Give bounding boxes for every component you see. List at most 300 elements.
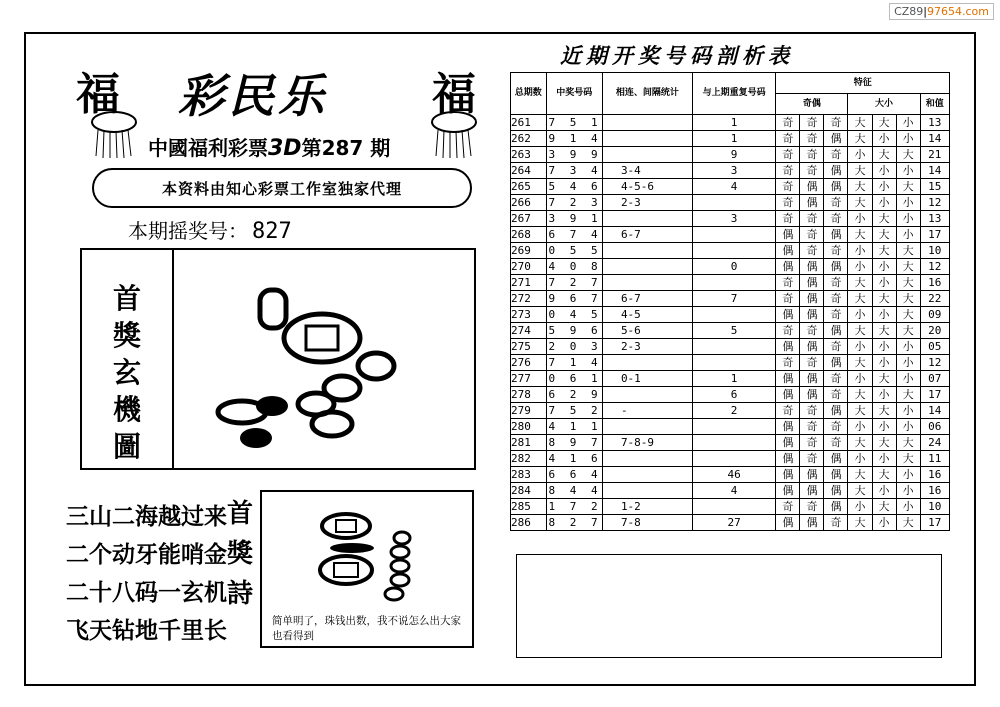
big-small-cell: 大: [848, 131, 872, 147]
adjacent-cell: [602, 259, 692, 275]
period-cell: 271: [511, 275, 547, 291]
adjacent-cell: [602, 211, 692, 227]
big-small-cell: 小: [896, 483, 920, 499]
table-row: [511, 515, 950, 531]
big-small-cell: 小: [896, 467, 920, 483]
adjacent-cell: 1-2: [602, 499, 692, 515]
odd-even-cell: 偶: [776, 371, 800, 387]
period-cell: 274: [511, 323, 547, 339]
adjacent-cell: [602, 483, 692, 499]
odd-even-cell: 偶: [776, 339, 800, 355]
sum-cell: 11: [920, 451, 949, 467]
period-cell: 264: [511, 163, 547, 179]
big-small-cell: 小: [872, 195, 896, 211]
odd-even-cell: 偶: [824, 355, 848, 371]
winning-number-cell: 3 9 9: [546, 147, 602, 163]
winning-number-cell: 4 0 8: [546, 259, 602, 275]
winning-number-cell: 9 6 7: [546, 291, 602, 307]
odd-even-cell: 奇: [824, 291, 848, 307]
odd-even-cell: 偶: [824, 179, 848, 195]
map-title-char: 圖: [112, 430, 141, 463]
adjacent-cell: 0-1: [602, 371, 692, 387]
odd-even-cell: 奇: [824, 115, 848, 131]
big-small-cell: 小: [896, 195, 920, 211]
odd-even-cell: 偶: [824, 467, 848, 483]
fu-char-right: 福: [432, 69, 476, 120]
adjacent-cell: 6-7: [602, 227, 692, 243]
odd-even-cell: 偶: [800, 307, 824, 323]
odd-even-cell: 偶: [800, 515, 824, 531]
period-cell: 281: [511, 435, 547, 451]
repeat-cell: 1: [692, 371, 776, 387]
repeat-cell: 1: [692, 131, 776, 147]
odd-even-cell: 偶: [776, 243, 800, 259]
big-small-cell: 大: [872, 403, 896, 419]
big-small-cell: 小: [896, 115, 920, 131]
adjacent-cell: 2-3: [602, 195, 692, 211]
odd-even-cell: 奇: [776, 163, 800, 179]
table-row: [511, 355, 950, 371]
watermark-url[interactable]: 97654.com: [927, 5, 989, 18]
big-small-cell: 大: [848, 355, 872, 371]
winning-number-cell: 7 3 4: [546, 163, 602, 179]
odd-even-cell: 奇: [800, 323, 824, 339]
winning-number-cell: 9 1 4: [546, 131, 602, 147]
big-small-cell: 小: [848, 339, 872, 355]
coin-drawing-icon: [312, 512, 422, 608]
sum-cell: 16: [920, 467, 949, 483]
odd-even-cell: 偶: [800, 291, 824, 307]
adjacent-cell: [602, 451, 692, 467]
repeat-cell: [692, 227, 776, 243]
odd-even-cell: 偶: [776, 307, 800, 323]
big-small-cell: 大: [896, 179, 920, 195]
table-row: [511, 483, 950, 499]
winning-number-cell: 3 9 1: [546, 211, 602, 227]
winning-number-cell: 5 9 6: [546, 323, 602, 339]
brand-title: 彩民乐: [178, 69, 328, 123]
odd-even-cell: 奇: [824, 211, 848, 227]
repeat-cell: [692, 355, 776, 371]
period-cell: 277: [511, 371, 547, 387]
big-small-cell: 大: [848, 323, 872, 339]
winning-number-cell: 0 6 1: [546, 371, 602, 387]
big-small-cell: 小: [848, 243, 872, 259]
table-body: [511, 115, 950, 531]
table-row: [511, 323, 950, 339]
sum-cell: 17: [920, 227, 949, 243]
repeat-cell: [692, 195, 776, 211]
table-row: [511, 227, 950, 243]
winning-number-cell: 6 2 9: [546, 387, 602, 403]
sum-cell: 13: [920, 115, 949, 131]
big-small-cell: 大: [896, 515, 920, 531]
odd-even-cell: 奇: [776, 499, 800, 515]
period-cell: 278: [511, 387, 547, 403]
poem-line: 二十八码一玄机: [66, 580, 227, 606]
odd-even-cell: 偶: [776, 467, 800, 483]
period-cell: 284: [511, 483, 547, 499]
big-small-cell: 大: [896, 451, 920, 467]
big-small-cell: 大: [896, 435, 920, 451]
big-small-cell: 大: [872, 371, 896, 387]
big-small-cell: 小: [896, 211, 920, 227]
big-small-cell: 小: [872, 339, 896, 355]
table-row: [511, 211, 950, 227]
adjacent-cell: 6-7: [602, 291, 692, 307]
odd-even-cell: 奇: [800, 115, 824, 131]
odd-even-cell: 奇: [800, 355, 824, 371]
big-small-cell: 小: [848, 147, 872, 163]
odd-even-cell: 偶: [776, 515, 800, 531]
adjacent-cell: [602, 131, 692, 147]
adjacent-cell: [602, 115, 692, 131]
winning-number-cell: 7 2 7: [546, 275, 602, 291]
odd-even-cell: 奇: [800, 227, 824, 243]
table-row: [511, 131, 950, 147]
big-small-cell: 小: [872, 387, 896, 403]
odd-even-cell: 奇: [824, 195, 848, 211]
odd-even-cell: 奇: [800, 419, 824, 435]
winning-number-cell: 7 5 2: [546, 403, 602, 419]
repeat-cell: 5: [692, 323, 776, 339]
table-row: [511, 339, 950, 355]
winning-number-cell: 8 9 7: [546, 435, 602, 451]
repeat-cell: 4: [692, 179, 776, 195]
adjacent-cell: [602, 467, 692, 483]
big-small-cell: 大: [872, 243, 896, 259]
adjacent-cell: [602, 147, 692, 163]
mystery-map-drawing-icon: [176, 254, 472, 466]
big-small-cell: 大: [872, 435, 896, 451]
coin-hint-box: [260, 490, 474, 648]
odd-even-cell: 奇: [800, 499, 824, 515]
winning-number-cell: 4 1 6: [546, 451, 602, 467]
winning-number-cell: 0 5 5: [546, 243, 602, 259]
adjacent-cell: 4-5-6: [602, 179, 692, 195]
odd-even-cell: 奇: [824, 147, 848, 163]
big-small-cell: 小: [848, 499, 872, 515]
issue-number: 第287: [301, 136, 364, 160]
odd-even-cell: 奇: [776, 291, 800, 307]
repeat-cell: 9: [692, 147, 776, 163]
sum-cell: 16: [920, 275, 949, 291]
header-sum: 和值: [920, 94, 949, 115]
sum-cell: 14: [920, 163, 949, 179]
odd-even-cell: 偶: [800, 467, 824, 483]
odd-even-cell: 奇: [776, 115, 800, 131]
table-title: 近期开奖号码剖析表: [560, 43, 794, 68]
header-big-small: 大小: [848, 94, 920, 115]
big-small-cell: 小: [896, 419, 920, 435]
adjacent-cell: [602, 275, 692, 291]
period-cell: 285: [511, 499, 547, 515]
big-small-cell: 小: [848, 371, 872, 387]
table-row: [511, 291, 950, 307]
adjacent-cell: 2-3: [602, 339, 692, 355]
period-cell: 268: [511, 227, 547, 243]
poem-line: 二个动牙能哨金: [66, 542, 227, 568]
big-small-cell: 大: [848, 163, 872, 179]
winning-number-cell: 8 4 4: [546, 483, 602, 499]
map-title: [82, 280, 172, 465]
odd-even-cell: 奇: [824, 387, 848, 403]
map-title-char: 獎: [112, 319, 141, 352]
table-row: [511, 147, 950, 163]
odd-even-cell: 偶: [800, 195, 824, 211]
issue-suffix: 期: [370, 136, 391, 160]
big-small-cell: 大: [896, 259, 920, 275]
odd-even-cell: 奇: [824, 307, 848, 323]
odd-even-cell: 奇: [776, 195, 800, 211]
winning-number-cell: 7 1 4: [546, 355, 602, 371]
odd-even-cell: 奇: [824, 435, 848, 451]
period-cell: 261: [511, 115, 547, 131]
big-small-cell: 大: [848, 483, 872, 499]
period-cell: 276: [511, 355, 547, 371]
big-small-cell: 大: [872, 323, 896, 339]
lantern-left-icon: [84, 108, 144, 160]
odd-even-cell: 奇: [824, 275, 848, 291]
big-small-cell: 小: [872, 163, 896, 179]
big-small-cell: 大: [872, 211, 896, 227]
big-small-cell: 大: [896, 147, 920, 163]
big-small-cell: 大: [848, 403, 872, 419]
big-small-cell: 小: [872, 483, 896, 499]
big-small-cell: 大: [872, 467, 896, 483]
empty-notes-box: [516, 554, 942, 658]
odd-even-cell: 偶: [776, 451, 800, 467]
big-small-cell: 大: [848, 115, 872, 131]
winning-number-cell: 1 7 2: [546, 499, 602, 515]
odd-even-cell: 奇: [800, 211, 824, 227]
period-cell: 263: [511, 147, 547, 163]
big-small-cell: 大: [848, 387, 872, 403]
repeat-cell: [692, 243, 776, 259]
sum-cell: 05: [920, 339, 949, 355]
odd-even-cell: 偶: [824, 323, 848, 339]
odd-even-cell: 奇: [776, 131, 800, 147]
odd-even-cell: 奇: [776, 275, 800, 291]
odd-even-cell: 奇: [800, 131, 824, 147]
winning-number-cell: 7 5 1: [546, 115, 602, 131]
big-small-cell: 小: [848, 259, 872, 275]
table-row: [511, 275, 950, 291]
repeat-cell: 46: [692, 467, 776, 483]
coin-hint-note: 简单明了，珠钱出数，我不说怎么出大家也看得到: [272, 615, 461, 642]
odd-even-cell: 偶: [824, 483, 848, 499]
odd-even-cell: 偶: [800, 339, 824, 355]
issue-line: [148, 132, 390, 161]
winning-number-cell: 5 4 6: [546, 179, 602, 195]
sum-cell: 21: [920, 147, 949, 163]
header-period: 总期数: [511, 73, 547, 115]
sum-cell: 12: [920, 355, 949, 371]
odd-even-cell: 奇: [824, 339, 848, 355]
map-divider: [172, 250, 174, 468]
odd-even-cell: 奇: [776, 403, 800, 419]
big-small-cell: 小: [896, 371, 920, 387]
poem-line: 三山二海越过来: [66, 504, 227, 530]
big-small-cell: 大: [848, 179, 872, 195]
watermark-code: CZ89: [894, 5, 924, 18]
big-small-cell: 小: [896, 131, 920, 147]
odd-even-cell: 奇: [800, 147, 824, 163]
period-cell: 273: [511, 307, 547, 323]
odd-even-cell: 偶: [824, 259, 848, 275]
adjacent-cell: [602, 387, 692, 403]
odd-even-cell: 奇: [776, 355, 800, 371]
big-small-cell: 大: [896, 275, 920, 291]
map-title-char: 玄: [112, 356, 141, 389]
repeat-cell: [692, 307, 776, 323]
sum-cell: 17: [920, 387, 949, 403]
table-row: [511, 243, 950, 259]
table-row: [511, 403, 950, 419]
lantern-right-icon: [424, 108, 484, 160]
period-cell: 282: [511, 451, 547, 467]
odd-even-cell: 奇: [800, 435, 824, 451]
period-cell: 283: [511, 467, 547, 483]
sum-cell: 22: [920, 291, 949, 307]
odd-even-cell: 偶: [824, 451, 848, 467]
sum-cell: 16: [920, 483, 949, 499]
table-row: [511, 419, 950, 435]
odd-even-cell: 偶: [824, 131, 848, 147]
repeat-cell: 4: [692, 483, 776, 499]
adjacent-cell: 7-8-9: [602, 435, 692, 451]
big-small-cell: 小: [872, 179, 896, 195]
odd-even-cell: 偶: [800, 483, 824, 499]
odd-even-cell: 偶: [776, 483, 800, 499]
big-small-cell: 大: [896, 291, 920, 307]
odd-even-cell: 奇: [824, 419, 848, 435]
big-small-cell: 小: [896, 403, 920, 419]
big-small-cell: 大: [896, 243, 920, 259]
winning-number-cell: 6 7 4: [546, 227, 602, 243]
big-small-cell: 大: [848, 275, 872, 291]
sum-cell: 14: [920, 131, 949, 147]
mystery-map-panel: [80, 248, 476, 470]
sum-cell: 17: [920, 515, 949, 531]
repeat-cell: 0: [692, 259, 776, 275]
odd-even-cell: 偶: [824, 163, 848, 179]
odd-even-cell: 偶: [776, 435, 800, 451]
big-small-cell: 小: [848, 451, 872, 467]
poem-title: [222, 494, 258, 614]
draw-number-line: [128, 215, 292, 244]
big-small-cell: 小: [872, 131, 896, 147]
repeat-cell: 27: [692, 515, 776, 531]
fu-char-left: 福: [76, 69, 120, 120]
adjacent-cell: [602, 243, 692, 259]
period-cell: 279: [511, 403, 547, 419]
table-row: [511, 467, 950, 483]
odd-even-cell: 偶: [824, 227, 848, 243]
big-small-cell: 大: [896, 323, 920, 339]
table-row: [511, 195, 950, 211]
big-small-cell: 小: [896, 499, 920, 515]
big-small-cell: 小: [872, 451, 896, 467]
odd-even-cell: 奇: [824, 515, 848, 531]
big-small-cell: 小: [872, 419, 896, 435]
big-small-cell: 小: [848, 419, 872, 435]
odd-even-cell: 偶: [800, 259, 824, 275]
table-row: [511, 435, 950, 451]
odd-even-cell: 偶: [824, 403, 848, 419]
period-cell: 280: [511, 419, 547, 435]
table-row: [511, 163, 950, 179]
odd-even-cell: 奇: [824, 243, 848, 259]
map-title-char: 機: [112, 393, 141, 426]
big-small-cell: 小: [872, 259, 896, 275]
big-small-cell: 小: [896, 163, 920, 179]
odd-even-cell: 奇: [776, 323, 800, 339]
period-cell: 266: [511, 195, 547, 211]
winning-number-cell: 8 2 7: [546, 515, 602, 531]
odd-even-cell: 偶: [800, 371, 824, 387]
odd-even-cell: 奇: [776, 147, 800, 163]
big-small-cell: 小: [872, 275, 896, 291]
big-small-cell: 大: [848, 227, 872, 243]
header-odd-even: 奇偶: [776, 94, 848, 115]
adjacent-cell: 3-4: [602, 163, 692, 179]
repeat-cell: 2: [692, 403, 776, 419]
odd-even-cell: 奇: [800, 243, 824, 259]
big-small-cell: 大: [848, 467, 872, 483]
period-cell: 286: [511, 515, 547, 531]
table-row: [511, 307, 950, 323]
period-cell: 270: [511, 259, 547, 275]
sum-cell: 13: [920, 211, 949, 227]
repeat-cell: [692, 451, 776, 467]
odd-even-cell: 偶: [776, 259, 800, 275]
watermark: CZ89|97654.com: [889, 3, 994, 20]
odd-even-cell: 偶: [800, 275, 824, 291]
sum-cell: 07: [920, 371, 949, 387]
table-row: [511, 499, 950, 515]
odd-even-cell: 偶: [776, 387, 800, 403]
sum-cell: 10: [920, 499, 949, 515]
draw-label: 本期摇奖号：: [128, 219, 248, 243]
header-winning: 中奖号码: [546, 73, 602, 115]
big-small-cell: 小: [872, 515, 896, 531]
poem-title-char: 詩: [226, 579, 253, 609]
table-row: [511, 259, 950, 275]
repeat-cell: [692, 499, 776, 515]
repeat-cell: [692, 435, 776, 451]
odd-even-cell: 奇: [824, 371, 848, 387]
winning-number-cell: 6 6 4: [546, 467, 602, 483]
winning-number-cell: 2 0 3: [546, 339, 602, 355]
issue-prefix: 中國福利彩票: [148, 136, 268, 160]
big-small-cell: 大: [848, 291, 872, 307]
big-small-cell: 小: [872, 355, 896, 371]
agency-banner: 本资料由知心彩票工作室独家代理: [92, 168, 472, 208]
big-small-cell: 大: [848, 195, 872, 211]
poem-title-char: 首: [226, 499, 253, 529]
draw-number: 827: [252, 219, 292, 244]
big-small-cell: 大: [872, 227, 896, 243]
table-row: [511, 387, 950, 403]
sum-cell: 20: [920, 323, 949, 339]
big-small-cell: 大: [872, 499, 896, 515]
table-row: [511, 179, 950, 195]
period-cell: 272: [511, 291, 547, 307]
sum-cell: 06: [920, 419, 949, 435]
odd-even-cell: 偶: [800, 387, 824, 403]
adjacent-cell: -: [602, 403, 692, 419]
